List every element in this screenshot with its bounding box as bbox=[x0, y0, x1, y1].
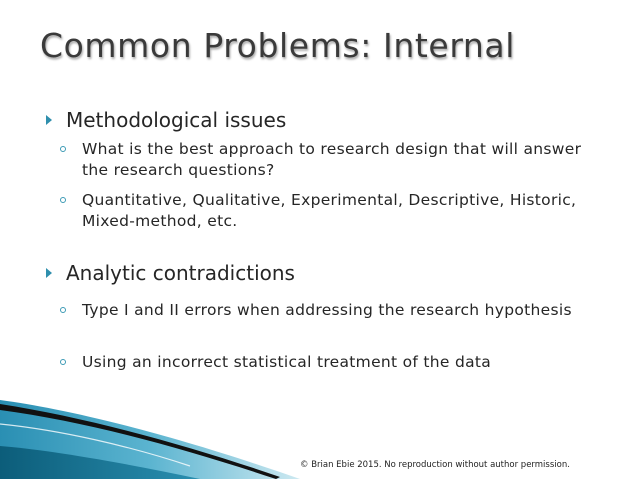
triangle-bullet-icon bbox=[46, 115, 52, 125]
list-item-text: Type I and II errors when addressing the research hypothesis bbox=[82, 301, 572, 319]
list-item-text: Using an incorrect statistical treatment of the data bbox=[82, 353, 492, 371]
copyright-footer: © Brian Ebie 2015. No reproduction without author permission. bbox=[300, 460, 570, 470]
list-item-text: Quantitative, Qualitative, Experimental, Descriptive, Historic, Mixed-method, etc. bbox=[82, 191, 577, 230]
list-item-text: What is the best approach to research design that will answer the research questions? bbox=[82, 140, 582, 179]
ring-bullet-icon bbox=[60, 359, 66, 365]
section-heading: Methodological issues bbox=[66, 108, 287, 132]
slide-title: Common Problems: Internal bbox=[40, 26, 516, 65]
ring-bullet-icon bbox=[60, 307, 66, 313]
ring-bullet-icon bbox=[60, 146, 66, 152]
triangle-bullet-icon bbox=[46, 268, 52, 278]
ring-bullet-icon bbox=[60, 197, 66, 203]
section-heading: Analytic contradictions bbox=[66, 261, 295, 285]
